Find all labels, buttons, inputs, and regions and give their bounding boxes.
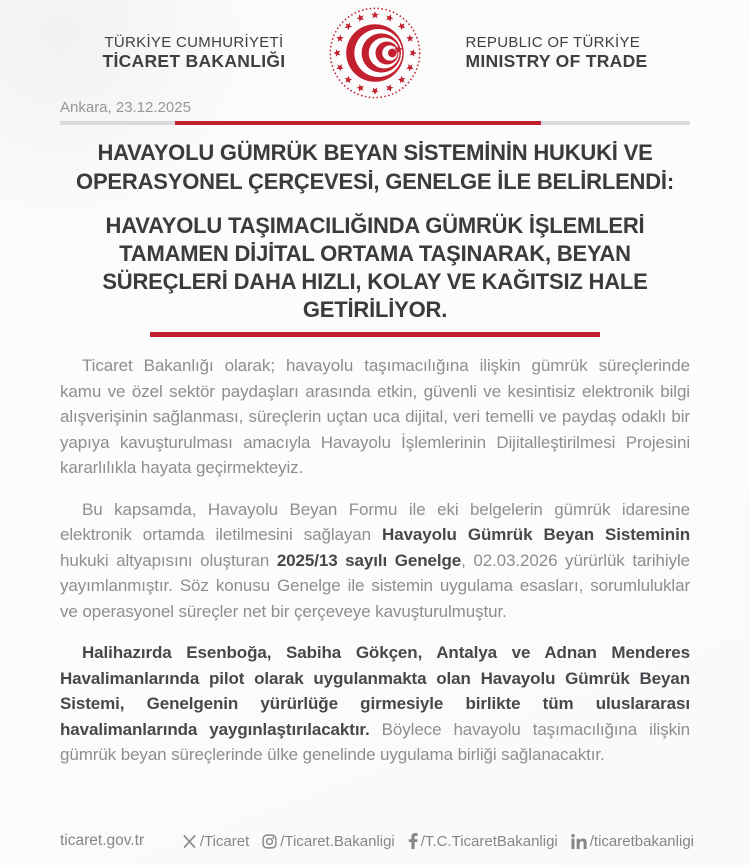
- social-handle: /Ticaret.Bakanligi: [280, 832, 395, 850]
- ministry-name-en-line1: REPUBLIC OF TÜRKİYE: [465, 34, 641, 51]
- social-handle: /ticaretbakanligi: [589, 832, 694, 850]
- headline-secondary-line: TAMAMEN DİJİTAL ORTAMA TAŞINARAK, BEYAN: [119, 241, 631, 266]
- headline-secondary-line: HAVAYOLU TAŞIMACILIĞINDA GÜMRÜK İŞLEMLERİ: [105, 213, 645, 238]
- paragraph-text: Bu kapsamda, Havayolu Beyan Formu ile eki belgelerin gümrük idaresine elektronik ortamda iletilmesini sağlayan: [60, 499, 690, 544]
- ministry-name-tr-line1: TÜRKİYE CUMHURİYETİ: [104, 34, 284, 51]
- dateline: Ankara, 23.12.2025: [60, 99, 191, 116]
- ministry-name-turkish: [102, 34, 285, 72]
- ministry-name-tr-line2: TİCARET BAKANLIĞI: [102, 51, 286, 71]
- header: [0, 0, 750, 100]
- paragraph-bold-text: 2025/13 sayılı Genelge: [276, 550, 462, 570]
- headline-primary-line: HAVAYOLU GÜMRÜK BEYAN SİSTEMİNİN HUKUKİ VE: [97, 140, 653, 165]
- paragraph-text: hukuki altyapısını oluşturan: [60, 550, 277, 570]
- facebook-icon: [408, 833, 418, 849]
- social-handle: /T.C.TicaretBakanligi: [420, 832, 558, 850]
- divider-gray-right: [541, 121, 690, 125]
- header-divider: [60, 121, 690, 125]
- paragraph-text: , 02.03.2026 yürürlük tarihiyle yayımlanmıştır. Söz konusu Genelge ile sistemin uygulama esasları, sorumluluklar ve operasyonel süreçler net bir çerçeveye kavuşturulmuştur.: [60, 550, 690, 621]
- social-link-facebook[interactable]: [408, 833, 558, 850]
- headline-primary: [60, 138, 690, 196]
- body-paragraph-2: [60, 497, 690, 625]
- social-link-instagram[interactable]: [262, 833, 395, 850]
- headline-secondary: [60, 212, 690, 324]
- paragraph-text: Ticaret Bakanlığı olarak; havayolu taşımacılığına ilişkin gümrük süreçlerinde kamu ve özel sektör paydaşları arasında etkin, güvenli ve kesintisiz elektronik bilgi alışverişinin sağlanması, süreçlerin uçtan uca dijital, veri temelli ve paydaş odaklı bir yapıya kavuşturulması amacıyla Havayolu İşlemlerinin Dijitalleştirilmesi Projesini kararlılıkla hayata geçirmekteyiz.: [60, 356, 690, 477]
- headline-secondary-line: SÜREÇLERİ DAHA HIZLI, KOLAY VE KAĞITSIZ HALE: [102, 269, 648, 294]
- website-link[interactable]: ticaret.gov.tr: [60, 832, 145, 849]
- social-link-linkedin[interactable]: [571, 833, 694, 850]
- paragraph-bold-text: Havayolu Gümrük Beyan Sisteminin: [382, 525, 690, 544]
- ministry-of-trade-logo: [327, 5, 423, 101]
- headline-secondary-line: GETİRİLİYOR.: [302, 297, 448, 322]
- ministry-name-english: [465, 34, 647, 72]
- footer: [60, 832, 694, 850]
- divider-red-segment: [175, 121, 541, 125]
- ministry-name-en-line2: MINISTRY OF TRADE: [465, 51, 648, 71]
- x-twitter-icon: [182, 834, 197, 849]
- social-link-x[interactable]: [182, 833, 249, 850]
- instagram-icon: [262, 834, 277, 849]
- social-handle: /Ticaret: [199, 832, 250, 850]
- headline-red-underline: [150, 332, 600, 337]
- body-paragraph-1: [60, 353, 690, 481]
- headline-primary-line: OPERASYONEL ÇERÇEVESİ, GENELGE İLE BELİRLENDİ:: [76, 169, 674, 194]
- body-paragraph-3: [60, 640, 690, 768]
- ministry-emblem-icon: [327, 5, 423, 101]
- linkedin-icon: [571, 834, 587, 849]
- paragraph-text: Böylece havayolu taşımacılığına ilişkin gümrük beyan süreçlerinde ülke genelinde uygulama birliği sağlanacaktır.: [60, 719, 691, 764]
- social-links: [182, 833, 694, 850]
- divider-gray-left: [60, 121, 175, 125]
- paragraph-bold-text: Halihazırda Esenboğa, Sabiha Gökçen, Antalya ve Adnan Menderes Havalimanlarında pilot olarak uygulanmakta olan Havayolu Gümrük Beyan Sistemi, Genelgenin yürürlüğe girmesiyle birlikte tüm uluslararası havalimanlarında yaygınlaştırılacaktır.: [60, 643, 690, 739]
